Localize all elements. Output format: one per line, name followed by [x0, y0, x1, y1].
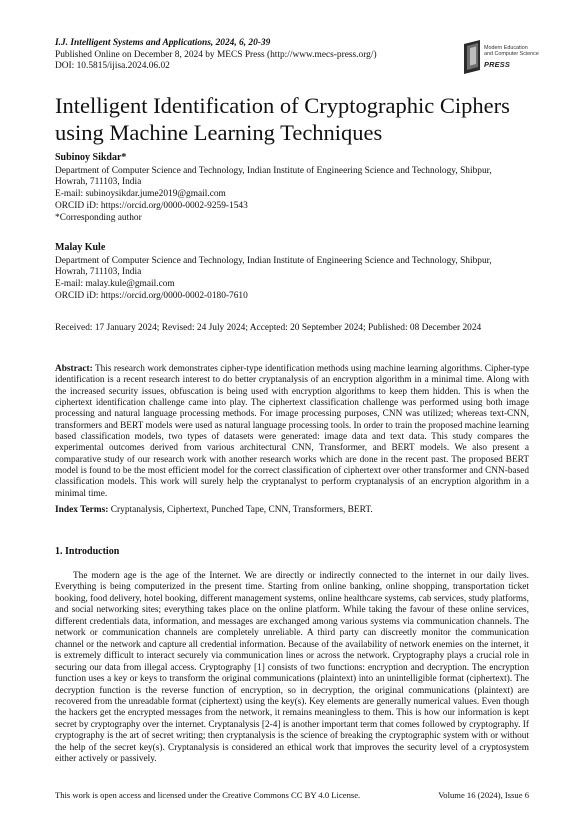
author-email[interactable]: E-mail: subinoysikdar.jume2019@gmail.com [55, 189, 226, 200]
author-orcid[interactable]: ORCID iD: https://orcid.org/0000-0002-9259-1543 [55, 200, 248, 211]
index-terms [55, 505, 529, 517]
published-online-line[interactable]: Published Online on December 8, 2024 by MECS Press (http://www.mecs-press.org/) [55, 49, 377, 60]
abstract-text: This research work demonstrates cipher-type identification methods using machine learning algorithms. Cipher-type identification is a recent research interest to do better cryptanalysis of an encryption algorithm in a minimal time. Along with the increased security issues, obfuscation is being used with encryption algorithms to keep them hidden. This is when the ciphertext identification challenge came into play. The ciphertext classification challenge was performed using both image processing and natural language processing methods. For image processing purposes, CNN was utilized; whereas text-CNN, transformers and BERT models were used as natural language processing tools. In order to train the proposed machine learning based classification models, two types of datasets were generated: image data and text data. This study compares the experimental outcomes derived from various architectural CNN, Transformer, and BERT models. We also present a comparative study of our research work with another research works which are done in the recent past. The proposed BERT model is found to be the most efficient model for the correct classification of ciphertext over other transformer and CNN-based classification models. This work will surely help the cryptanalyst to perform cryptanalysis of an encryption algorithm in a minimal time. [55, 364, 529, 499]
paper-title: Intelligent Identification of Cryptographic Ciphers using Machine Learning Techniques [55, 93, 510, 145]
author-block-1 [55, 152, 530, 224]
publication-dates: Received: 17 January 2024; Revised: 24 July 2024; Accepted: 20 September 2024; Published: 08 December 2024 [55, 323, 482, 333]
doi-line[interactable]: DOI: 10.5815/ijisa.2024.06.02 [55, 61, 170, 72]
journal-header [55, 38, 377, 73]
author-name: Subinoy Sikdar* [55, 152, 127, 163]
license-note: This work is open access and licensed under the Creative Commons CC BY 4.0 License. [55, 790, 361, 800]
journal-citation: I.J. Intelligent Systems and Applications, 2024, 6, 20-39 [55, 38, 271, 48]
abstract-label: Abstract: [55, 364, 93, 374]
logo-press-text: PRESS [484, 60, 511, 69]
volume-issue: Volume 16 (2024), Issue 6 [438, 790, 529, 800]
introduction-paragraph: The modern age is the age of the Internet. We are directly or indirectly connected to the internet in our daily lives. Everything is being computerized in the present time. Starting from online banking, online shopping, transportation ticket booking, food delivery, hotel booking, different management systems, online healthcare systems, cab services, study platforms, and social networking sites; everything takes place on the online platform. While taking the favour of these online services, different credentials data, information, and messages are exchanged among various systems via communication channels. The network or communication channels are completely unreliable. A third party can discreetly monitor the communication channel or the network and capture all credential information. Because of the availability of network enemies on the internet, it is extremely difficult to interact securely via communication lines or across the network. Cryptography plays a crucial role in securing our data from illegal access. Cryptography [1] consists of two functions: encryption and decryption. The encryption function uses a key or keys to transform the original communications (plaintext) into an unintelligible format (ciphertext). The decryption function is the reverse function of encryption, so in decryption, the original communications (plaintext) are recovered from the unreadable format (ciphertext) using the key(s). Key elements are generally numerical values. Even though the hackers get the encrypted messages from the network, it remains meaningless to them. This is how our information is kept secret by cryptography over the internet. Cryptanalysis [2-4] is another important term that comes followed by cryptography. If cryptography is the art of secret writing; then cryptanalysis is the science of breaking the cryptographic system with or without the help of the secret key(s). Cryptanalysis is considered an ethical work that improves the security level of a cryptosystem either actively or passively. [55, 571, 529, 765]
author-address: Howrah, 711103, India [55, 267, 142, 278]
author-affiliation: Department of Computer Science and Technology, Indian Institute of Engineering Science and Technology, Shibpur, [55, 165, 492, 176]
author-address: Howrah, 711103, India [55, 177, 142, 188]
author-email[interactable]: E-mail: malay.kule@gmail.com [55, 279, 175, 290]
author-name: Malay Kule [55, 242, 106, 253]
abstract-block [55, 364, 529, 500]
author-affiliation: Department of Computer Science and Technology, Indian Institute of Engineering Science and Technology, Shibpur, [55, 255, 492, 266]
index-terms-label: Index Terms: [55, 505, 109, 515]
index-terms-text: Cryptanalysis, Ciphertext, Punched Tape, CNN, Transformers, BERT. [110, 505, 373, 515]
author-block-2 [55, 242, 530, 303]
section-heading-introduction: 1. Introduction [55, 546, 120, 557]
mecs-press-logo [458, 36, 540, 78]
corresponding-author-note: *Corresponding author [55, 212, 142, 223]
logo-text: Modern Education and Computer Science [484, 45, 539, 57]
author-orcid[interactable]: ORCID iD: https://orcid.org/0000-0002-0180-7610 [55, 290, 248, 301]
